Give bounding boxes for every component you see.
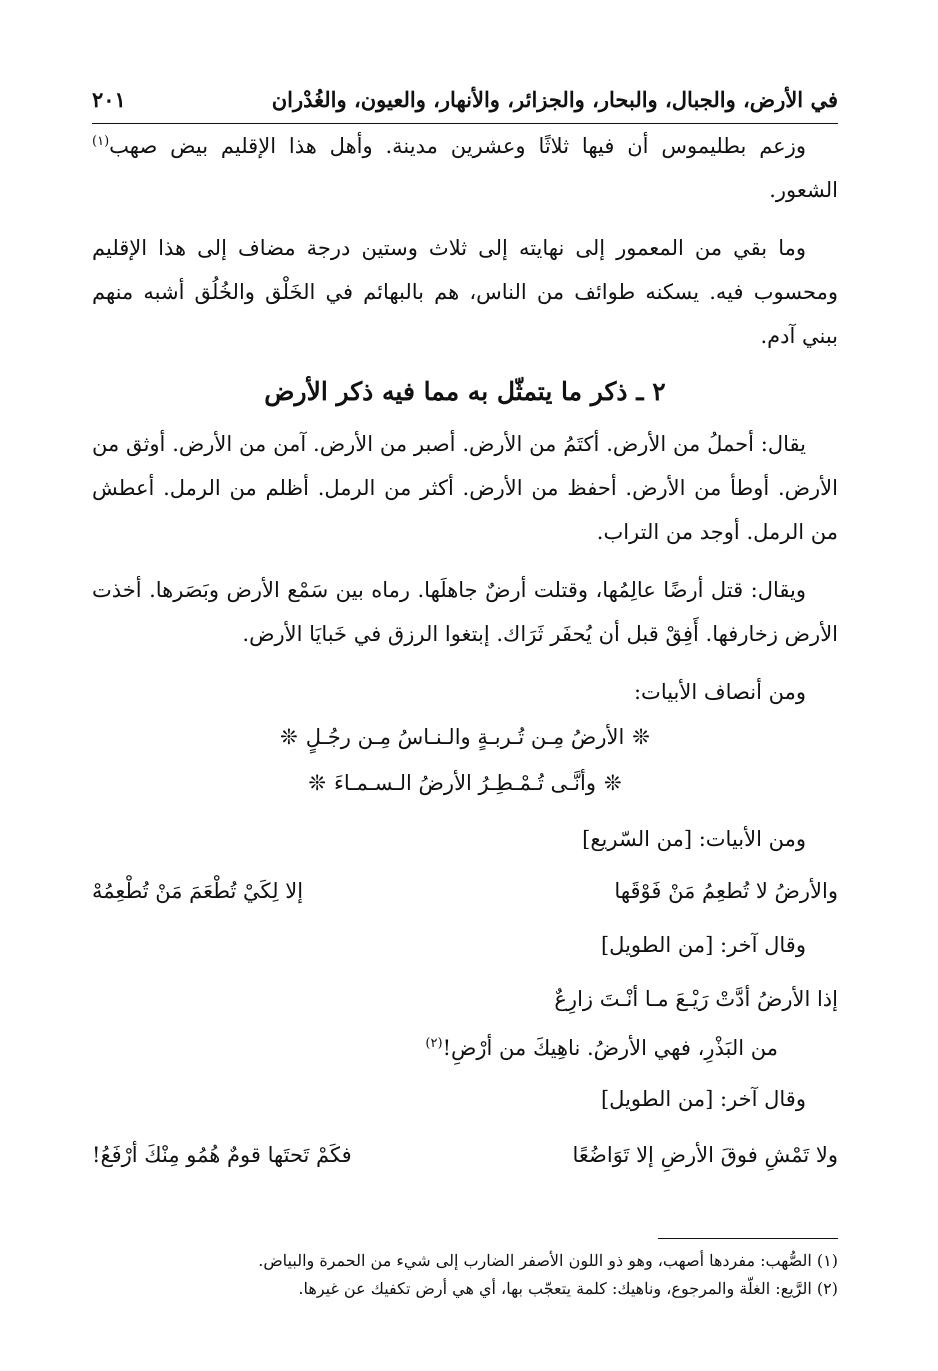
verse-1 bbox=[92, 864, 838, 918]
footnote-2 bbox=[92, 1275, 838, 1303]
paragraph-hemistichs-intro: ومن أنصاف الأبيات: bbox=[633, 680, 806, 704]
footnote-number: (٢) bbox=[816, 1279, 838, 1298]
paragraph-text: وزعم بطليموس أن فيها ثلاثًا وعشرين مدينة. وأهل هذا الإقليم بيض صهب bbox=[109, 134, 806, 158]
hemistich-text: وأنَّـى تُـمْـطِـرُ الأرضُ الـسـمـاءَ bbox=[334, 771, 596, 795]
verse-3-first-half: ولا تَمْشِ فوقَ الأرضِ إلا تَوَاضُعًا bbox=[572, 1143, 838, 1167]
verse-1-first-half: والأرضُ لا تُطعِمُ مَنْ فَوْقَها bbox=[614, 879, 838, 903]
footnote-ref-1[interactable]: (١) bbox=[92, 134, 110, 149]
running-head bbox=[92, 76, 838, 122]
star-ornament-icon: ❊ bbox=[603, 771, 622, 795]
hemistich-2 bbox=[92, 760, 838, 806]
poem-intro-3: وقال آخر: [من الطويل] bbox=[600, 1087, 806, 1111]
hemistich-1 bbox=[92, 714, 838, 760]
page-body bbox=[92, 122, 838, 1182]
footnotes bbox=[92, 1238, 838, 1303]
poem-intro-1: ومن الأبيات: [من السّريع] bbox=[582, 827, 806, 851]
page-number: ٢٠١ bbox=[92, 86, 126, 112]
paragraph-text-end: الشعور. bbox=[769, 178, 838, 202]
verse-1-second-half: إلا لِكَيْ تُطْعَمَ مَنْ تُطْعِمُهْ bbox=[92, 879, 304, 903]
verse-2-first-half: إذا الأرضُ أدَّتْ رَيْـعَ مـا أنْـتَ زارِعٌ bbox=[554, 987, 838, 1011]
star-ornament-icon: ❊ bbox=[280, 725, 298, 749]
star-ornament-icon: ❊ bbox=[632, 725, 650, 749]
paragraph-ptolemy bbox=[92, 124, 838, 212]
poem-intro-2: وقال آخر: [من الطويل] bbox=[600, 933, 806, 957]
verse-text: من البَذْرِ، فهي الأرضُ. ناهِيكَ من أرْضِ! bbox=[442, 1036, 778, 1060]
paragraph-inhabited: وما بقي من المعمور إلى نهايته إلى ثلاث وستين درجة مضاف إلى هذا الإقليم ومحسوب فيه. يسكنه طوائف من الناس، هم بالبهائم في الخَلْق والخُلُق أشبه منهم ببني آدم. bbox=[92, 236, 838, 348]
star-ornament-icon: ❊ bbox=[308, 771, 327, 795]
paragraph-proverbs: يقال: أحملُ من الأرض. أكتَمُ من الأرض. أصبر من الأرض. آمن من الأرض. أوثق من الأرض. أوطأ من الأرض. أحفظ من الأرض. أكثر من الرمل. أظلم من الرمل. أعطش من الرمل. أوجد من التراب. bbox=[92, 432, 838, 544]
verse-2-second-half bbox=[92, 1026, 838, 1070]
footnote-text: الرَّيع: الغلّة والمرجوع، وناهيك: كلمة يتعجّب بها، أي هي أرض تكفيك عن غيرها. bbox=[298, 1279, 812, 1298]
verse-3-second-half: فكَمْ تَحتَها قومٌ هُمُو مِنْكَ أرْفَعُ! bbox=[92, 1143, 352, 1167]
running-title: في الأرض، والجبال، والبحار، والجزائر، والأنهار، والعيون، والغُدْران bbox=[271, 86, 838, 112]
footnote-ref-2[interactable]: (٢) bbox=[425, 1036, 443, 1051]
footnote-1 bbox=[92, 1247, 838, 1275]
paragraph-sayings: ويقال: قتل أرضًا عالِمُها، وقتلت أرضٌ جاهلَها. رماه بين سَمْع الأرض وبَصَرها. أخذت الأرض زخارفها. أَفِقْ قبل أن يُحفَر ثَرَاك. إبتغوا الرزق في خَبايَا الأرض. bbox=[92, 578, 838, 646]
footnote-rule bbox=[658, 1238, 838, 1239]
verse-3 bbox=[92, 1128, 838, 1182]
hemistich-text: الأرضُ مِـن تُـربـةٍ والـنـاسُ مِـن رجُـلٍ bbox=[305, 725, 625, 749]
section-heading: ٢ ـ ذكر ما يتمثّل به مما فيه ذكر الأرض bbox=[264, 377, 666, 406]
footnote-text: الصُّهب: مفردها أصهب، وهو ذو اللون الأصفر الضارب إلى شيء من الحمرة والبياض. bbox=[258, 1251, 812, 1270]
footnote-number: (١) bbox=[816, 1251, 838, 1270]
